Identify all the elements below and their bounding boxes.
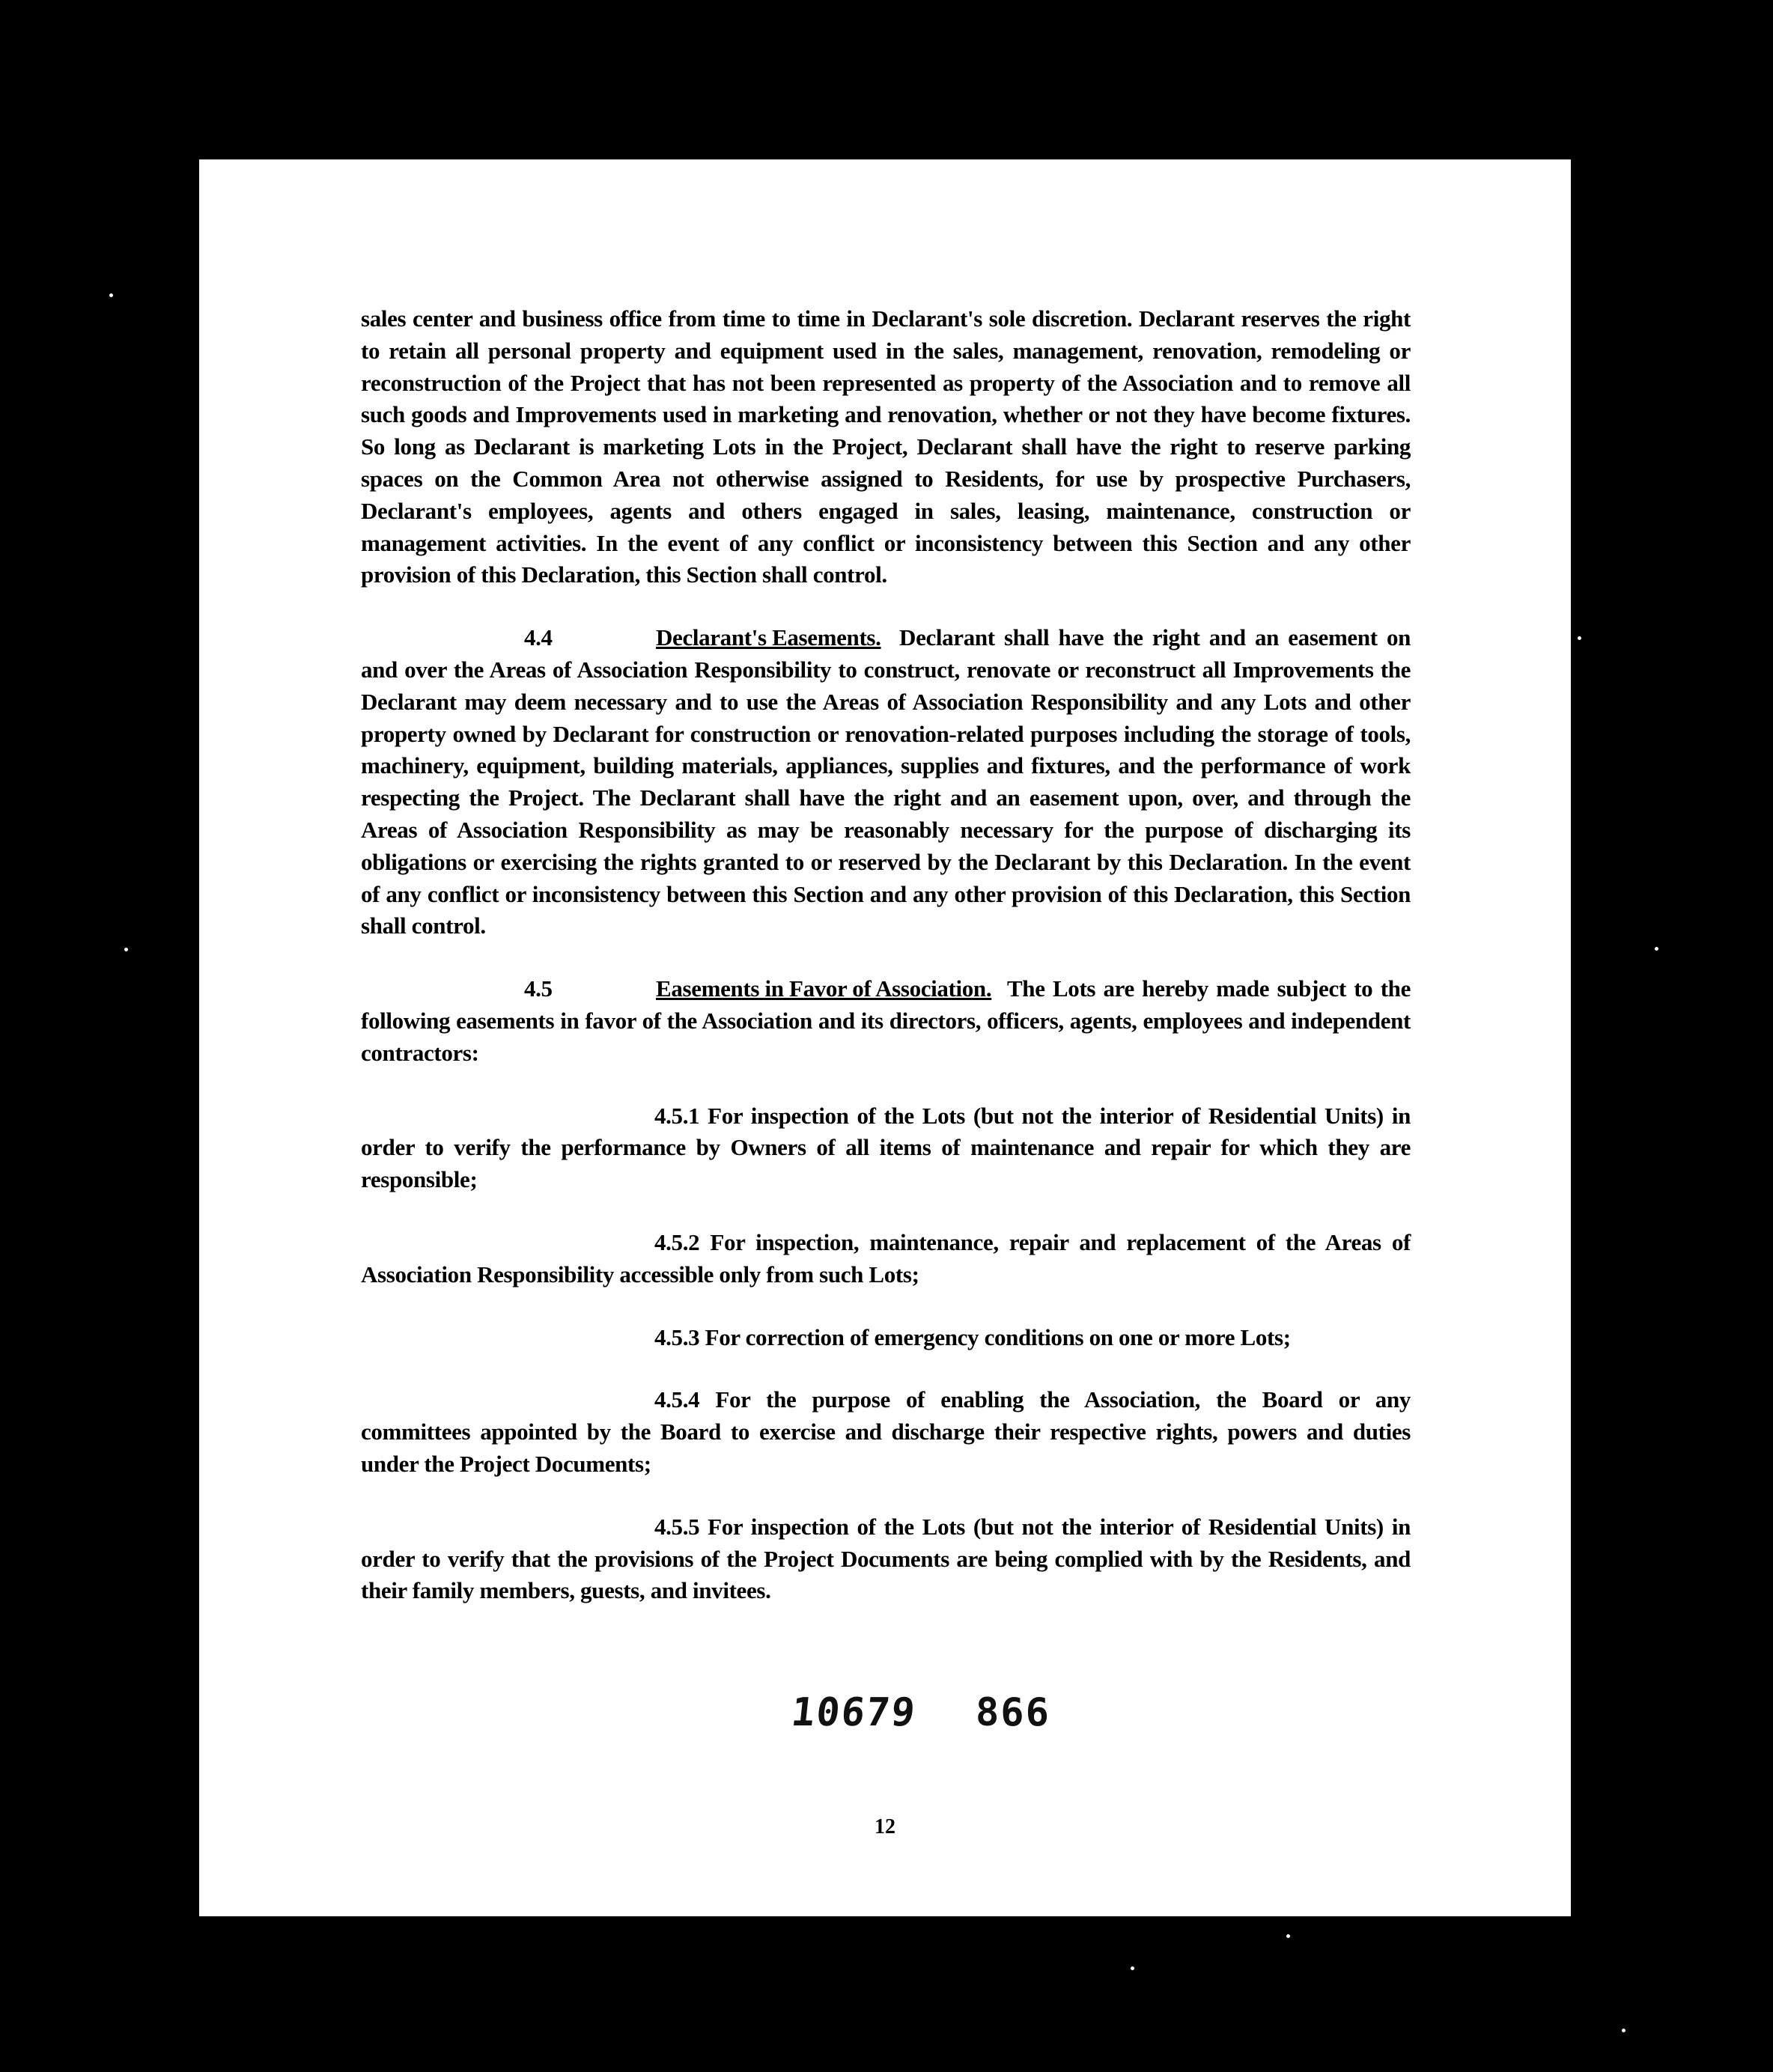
document-page — [199, 159, 1571, 1916]
recording-stamp-page: 866 — [976, 1690, 1050, 1735]
scan-speck — [1655, 947, 1658, 951]
section-title: Declarant's Easements. — [656, 624, 881, 651]
scan-speck — [1131, 1966, 1134, 1970]
scan-speck — [109, 293, 113, 297]
section-text: The Lots are hereby made subject to the following easements in favor of the Association and its directors, officers, agents, employees and independent contractors: — [361, 975, 1411, 1066]
recording-stamp-book: 10679 — [788, 1690, 919, 1735]
subsection-4-5-2: 4.5.2 For inspection, maintenance, repair and replacement of the Areas of Association Responsibility accessible only from such Lots; — [361, 1228, 1411, 1288]
scan-speck — [1578, 636, 1581, 640]
subsection-4-5-3: 4.5.3 For correction of emergency conditions on one or more Lots; — [654, 1323, 1291, 1350]
document-body — [361, 303, 1411, 1638]
section-title: Easements in Favor of Association. — [656, 975, 992, 1002]
subsection-4-5-5: 4.5.5 For inspection of the Lots (but not the interior of Residential Units) in order to verify that the provisions of the Project Documents are being complied with by the Residents, and their family members, guests, and invitees. — [361, 1513, 1411, 1604]
intro-paragraph: sales center and business office from time to time in Declarant's sole discretion. Declarant reserves the right to retain all personal property and equipment used in the sales, management, renovation, remodeling or reconstruction of the Project that has not been represented as property of the Association and to remove all such goods and Improvements used in marketing and renovation, whether or not they have become fixtures. So long as Declarant is marketing Lots in the Project, Declarant shall have the right to reserve parking spaces on the Common Area not otherwise assigned to Residents, for use by prospective Purchasers, Declarant's employees, agents and others engaged in sales, leasing, maintenance, construction or management activities. In the event of any conflict or inconsistency between this Section and any other provision of this Declaration, this Section shall control. — [361, 305, 1411, 588]
section-text: Declarant shall have the right and an easement on and over the Areas of Association Responsibility to construct, renovate or reconstruct all Improvements the Declarant may deem necessary and to use the Areas of Association Responsibility and any Lots and other property owned by Declarant for construction or renovation-related purposes including the storage of tools, machinery, equipment, building materials, appliances, supplies and fixtures, and the performance of work respecting the Project. The Declarant shall have the right and an easement upon, over, and through the Areas of Association Responsibility as may be reasonably necessary for the purpose of discharging its obligations or exercising the rights granted to or reserved by the Declarant by this Declaration. In the event of any conflict or inconsistency between this Section and any other provision of this Declaration, this Section shall control. — [361, 624, 1411, 939]
page-number: 12 — [875, 1815, 895, 1838]
scan-speck — [1286, 1934, 1290, 1938]
subsection-4-5-4: 4.5.4 For the purpose of enabling the Association, the Board or any committees appointed by the Board to exercise and discharge their respective rights, powers and duties under the Project Documents; — [361, 1386, 1411, 1477]
section-4-5: 4.5 Easements in Favor of Association. The Lots are hereby made subject to the following easements in favor of the Association and its directors, officers, agents, employees and independent contractors: — [361, 973, 1411, 1069]
scan-speck — [1622, 2029, 1625, 2032]
scan-speck — [124, 948, 128, 951]
section-4-4: 4.4 Declarant's Easements. Declarant shall have the right and an easement on and over the Areas of Association Responsibility to construct, renovate or reconstruct all Improvements the Declarant may deem necessary and to use the Areas of Association Responsibility and any Lots and other property owned by Declarant for construction or renovation-related purposes including the storage of tools, machinery, equipment, building materials, appliances, supplies and fixtures, and the performance of work respecting the Project. The Declarant shall have the right and an easement upon, over, and through the Areas of Association Responsibility as may be reasonably necessary for the purpose of discharging its obligations or exercising the rights granted to or reserved by the Declarant by this Declaration. In the event of any conflict or inconsistency between this Section and any other provision of this Declaration, this Section shall control. — [361, 622, 1411, 942]
subsection-4-5-1: 4.5.1 For inspection of the Lots (but not the interior of Residential Units) in order to verify the performance by Owners of all items of maintenance and repair for which they are responsible; — [361, 1102, 1411, 1193]
